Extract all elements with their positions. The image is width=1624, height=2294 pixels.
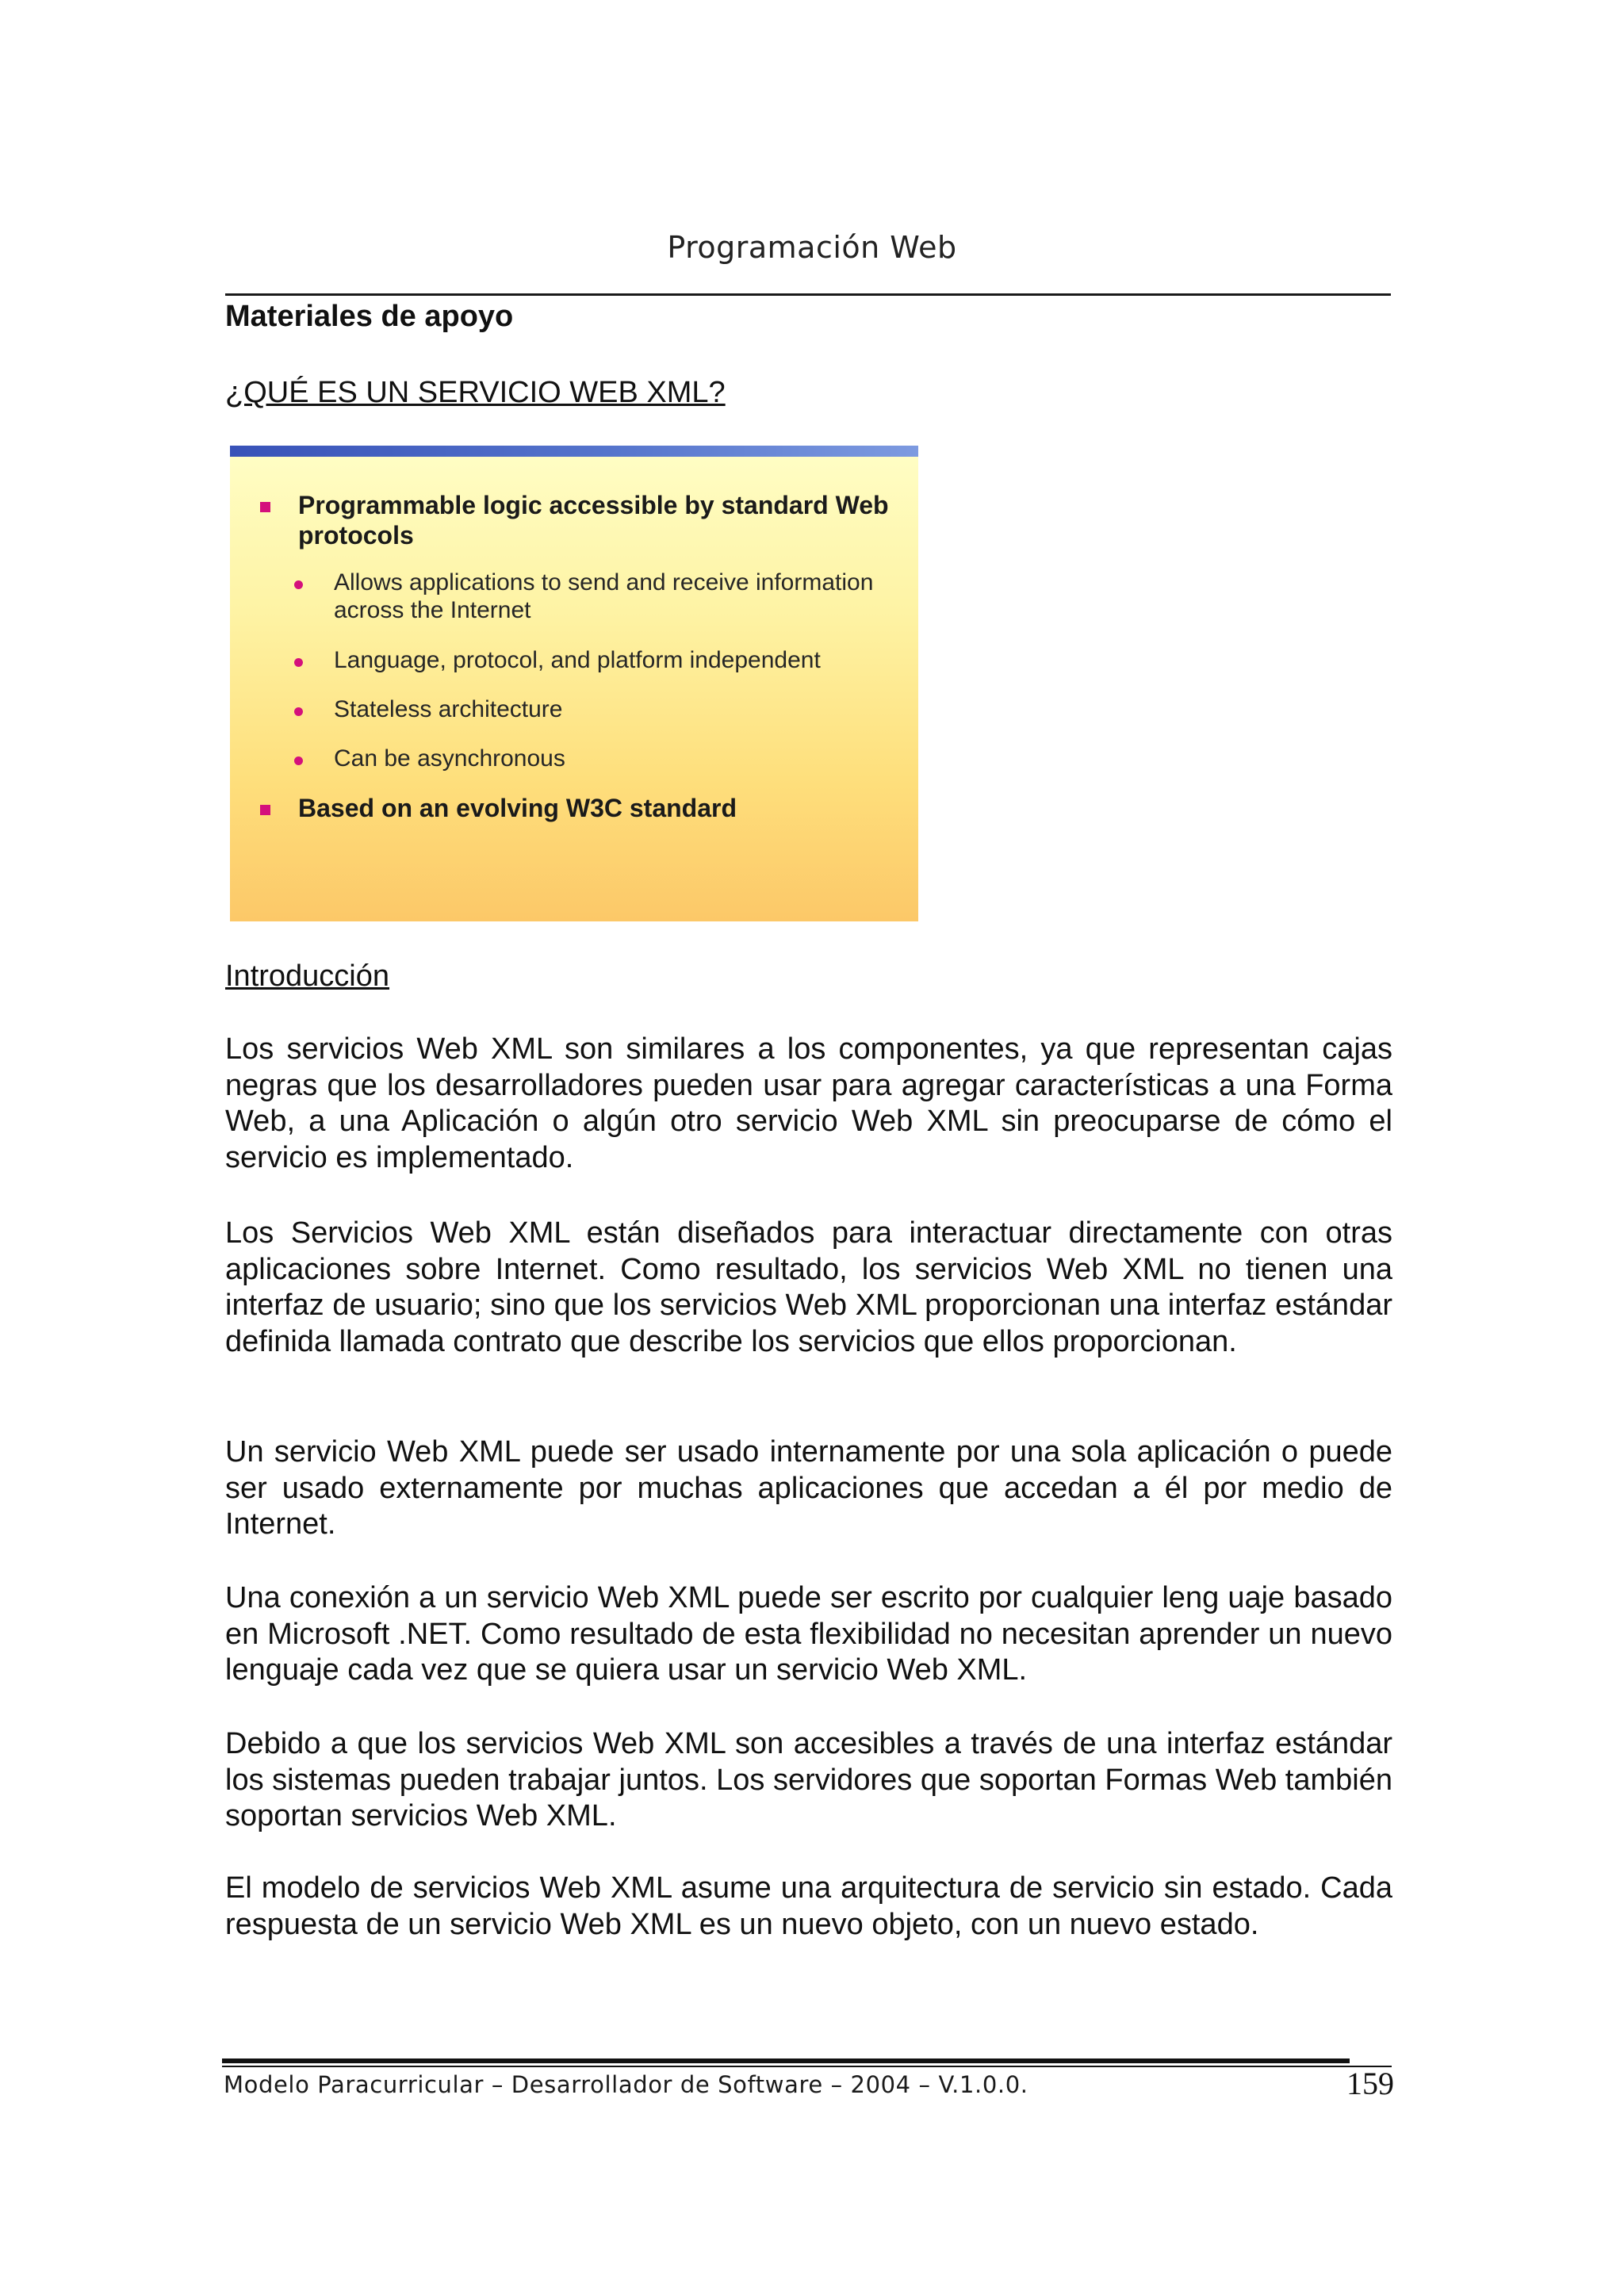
square-bullet-icon (260, 805, 270, 815)
paragraph-6: El modelo de servicios Web XML asume una arquitectura de servicio sin estado. Cada respuesta de un servicio Web XML es un nuevo objeto, con un nuevo estado. (225, 1871, 1392, 1941)
slide-bullet-4: Stateless architecture (334, 696, 563, 722)
paragraph-5: Debido a que los servicios Web XML son accesibles a través de una interfaz estándar los sistemas pueden trabajar juntos. Los servidores que soportan Formas Web también soportan servicios Web XML. (225, 1727, 1392, 1833)
paragraph-3: Un servicio Web XML puede ser usado internamente por una sola aplicación o puede ser usado externamente por muchas aplicaciones que accedan a él por medio de Internet. (225, 1435, 1392, 1541)
slide-bullet-6: Based on an evolving W3C standard (298, 794, 737, 822)
slide-top-bar (230, 446, 918, 457)
header-divider (225, 293, 1391, 296)
square-bullet-icon (260, 502, 270, 512)
paragraph-1: Los servicios Web XML son similares a los componentes, ya que representan cajas negras que los desarrolladores pueden usar para agregar características a una Forma Web, a una Aplicación o algún otro servicio Web XML sin preocuparse de cómo el servicio es implementado. (225, 1032, 1392, 1174)
page-number: 159 (1346, 2066, 1394, 2101)
slide-bullet-1-line2: protocols (298, 521, 414, 550)
section-title: Materiales de apoyo (225, 300, 514, 333)
slide-bullet-2-line2: across the Internet (334, 597, 531, 623)
slide-bullet-2-line1: Allows applications to send and receive information (334, 569, 874, 596)
section-subtitle: ¿QUÉ ES UN SERVICIO WEB XML? (225, 376, 726, 409)
footer-divider-thick (222, 2058, 1350, 2063)
slide-bullet-3: Language, protocol, and platform independent (334, 647, 821, 673)
introduction-heading: Introducción (225, 959, 390, 993)
slide-bullet-1-line1: Programmable logic accessible by standard Web (298, 491, 889, 519)
dot-bullet-icon (294, 756, 303, 765)
slide-bullet-5: Can be asynchronous (334, 745, 565, 772)
page-header-title: Programación Web (667, 230, 957, 265)
dot-bullet-icon (294, 658, 303, 667)
paragraph-4: Una conexión a un servicio Web XML puede ser escrito por cualquier leng uaje basado en Microsoft .NET. Como resultado de esta flexibilidad no necesitan aprender un nuevo lenguaje cada vez que se quiera usar un servicio Web XML. (225, 1581, 1392, 1687)
footer-divider-thin (222, 2066, 1392, 2067)
slide-bullet-2 (334, 569, 873, 624)
paragraph-2: Los Servicios Web XML están diseñados para interactuar directamente con otras aplicaciones sobre Internet. Como resultado, los servicios Web XML no tienen una interfaz de usuario; sino que los servicios Web XML proporcionan una interfaz estándar definida llamada contrato que describe los servicios que ellos proporcionan. (225, 1216, 1392, 1358)
dot-bullet-icon (294, 707, 303, 716)
dot-bullet-icon (294, 580, 303, 589)
slide-bullet-1 (298, 490, 889, 550)
slide-image (230, 446, 918, 921)
footer-text: Modelo Paracurricular – Desarrollador de Software – 2004 – V.1.0.0. (224, 2071, 1028, 2098)
